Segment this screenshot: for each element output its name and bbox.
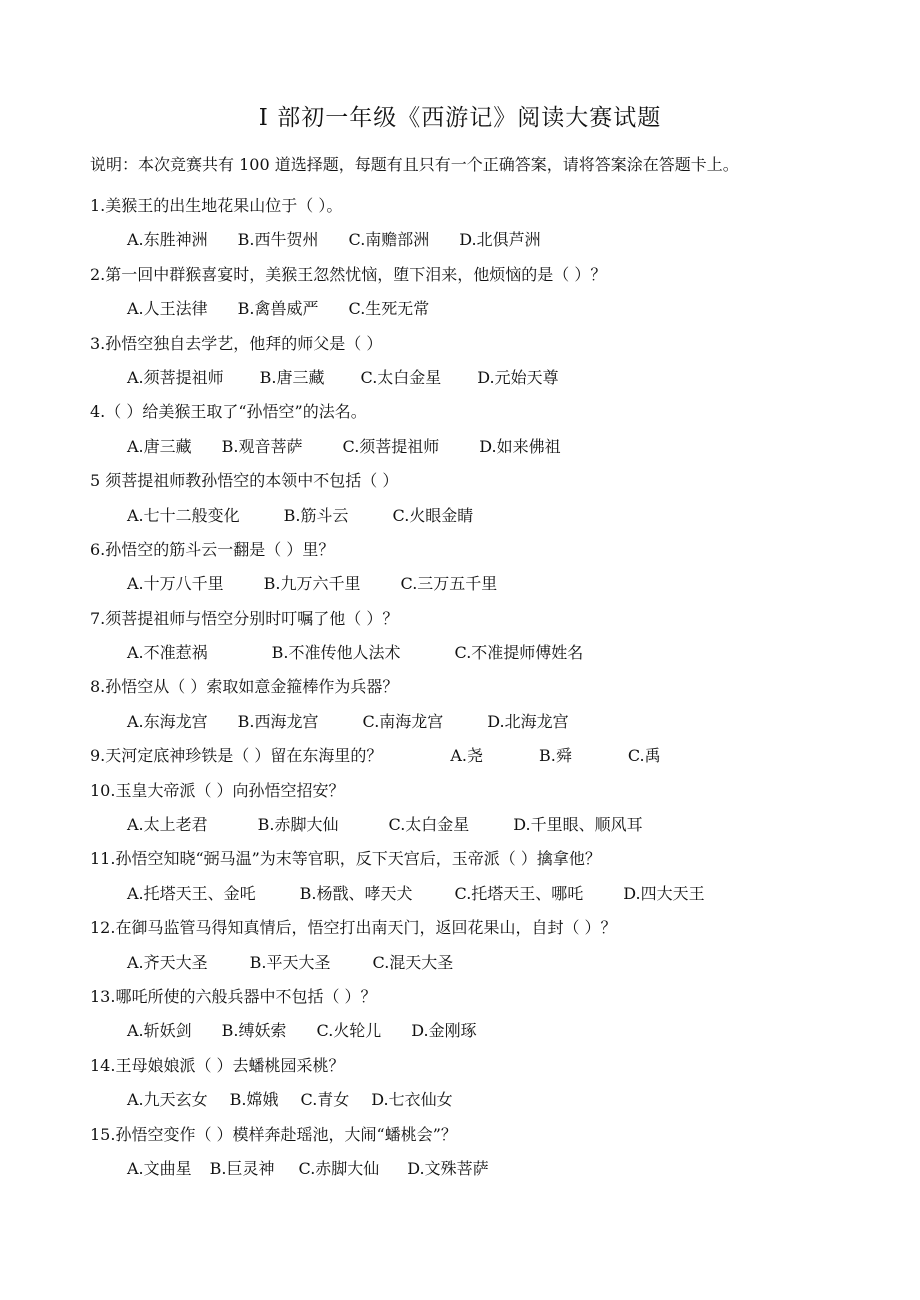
exam-instructions: 说明：本次竞赛共有 100 道选择题，每题有且只有一个正确答案，请将答案涂在答题卡上。 bbox=[90, 155, 739, 174]
option-c: C.南赡部洲 bbox=[348, 230, 430, 250]
option-a: A.托塔天王、金吒 bbox=[127, 883, 256, 903]
options-row bbox=[0, 811, 920, 845]
option-b: B.唐三藏 bbox=[259, 367, 325, 387]
question-stem: 1.美猴王的出生地花果山位于（ ）。 bbox=[90, 196, 343, 215]
question-15 bbox=[0, 1121, 920, 1155]
option-a: A.七十二般变化 bbox=[127, 505, 240, 525]
question-stem: 6.孙悟空的筋斗云一翻是（ ）里？ bbox=[90, 539, 335, 559]
option-b: B.筋斗云 bbox=[283, 505, 349, 525]
exam-title: I 部初一年级《西游记》阅读大赛试题 bbox=[258, 105, 662, 131]
option-b: B.九万六千里 bbox=[263, 574, 361, 594]
options-row bbox=[0, 708, 920, 742]
options-row bbox=[0, 570, 920, 604]
option-a: A.东胜神洲 bbox=[127, 230, 208, 250]
question-stem: 9.天河定底神珍铁是（ ）留在东海里的？ bbox=[90, 746, 383, 766]
option-d: D.北俱芦洲 bbox=[459, 230, 541, 250]
option-c: C.南海龙宫 bbox=[362, 711, 444, 731]
question-14 bbox=[0, 1052, 920, 1086]
options-row bbox=[0, 364, 920, 398]
question-13 bbox=[0, 983, 920, 1017]
option-a: A.九天玄女 bbox=[127, 1090, 208, 1110]
question-8 bbox=[0, 673, 920, 707]
question-stem: 13.哪吒所使的六般兵器中不包括（ ）？ bbox=[90, 986, 377, 1006]
option-c: C.青女 bbox=[300, 1090, 350, 1110]
option-b: B.西牛贺州 bbox=[237, 230, 319, 250]
option-d: D.金刚琢 bbox=[411, 1021, 477, 1041]
question-11 bbox=[0, 845, 920, 879]
option-b: B.观音菩萨 bbox=[221, 436, 303, 456]
question-9 bbox=[0, 742, 920, 776]
options-row bbox=[0, 295, 920, 329]
options-row bbox=[0, 502, 920, 536]
option-c: C.太白金星 bbox=[388, 815, 470, 835]
question-12 bbox=[0, 914, 920, 948]
option-c: C.三万五千里 bbox=[400, 574, 498, 594]
option-a: A.尧 bbox=[450, 746, 484, 766]
option-b: B.巨灵神 bbox=[209, 1158, 275, 1178]
question-stem: 4.（ ）给美猴王取了“孙悟空”的法名。 bbox=[90, 402, 367, 422]
option-c: C.须菩提祖师 bbox=[342, 436, 440, 456]
option-a: A.不准惹祸 bbox=[127, 643, 208, 663]
options-row bbox=[0, 639, 920, 673]
option-b: B.赤脚大仙 bbox=[257, 815, 339, 835]
question-stem: 11.孙悟空知晓“弼马温”为末等官职，反下天宫后，玉帝派（ ）擒拿他？ bbox=[90, 849, 601, 869]
options-row bbox=[0, 1017, 920, 1051]
option-d: D.文殊菩萨 bbox=[407, 1158, 489, 1178]
option-c: C.太白金星 bbox=[360, 367, 442, 387]
question-stem: 7.须菩提祖师与悟空分别时叮嘱了他（ ）？ bbox=[90, 608, 399, 628]
question-6 bbox=[0, 536, 920, 570]
question-stem: 5 须菩提祖师教孙悟空的本领中不包括（ ） bbox=[90, 471, 399, 491]
option-b: B.不准传他人法术 bbox=[271, 643, 401, 663]
option-b: B.西海龙宫 bbox=[237, 711, 319, 731]
option-a: A.太上老君 bbox=[127, 815, 208, 835]
question-5 bbox=[0, 467, 920, 501]
option-c: C.火眼金睛 bbox=[392, 505, 474, 525]
question-4 bbox=[0, 398, 920, 432]
question-2 bbox=[0, 261, 920, 295]
option-a: A.须菩提祖师 bbox=[127, 367, 224, 387]
option-b: B.杨戬、哮天犬 bbox=[299, 883, 413, 903]
option-b: B.舜 bbox=[539, 746, 572, 766]
options-row bbox=[0, 433, 920, 467]
question-list bbox=[0, 192, 920, 1189]
option-d: D.北海龙宫 bbox=[487, 711, 569, 731]
option-a: A.东海龙宫 bbox=[127, 711, 208, 731]
options-row bbox=[0, 949, 920, 983]
option-a: A.斩妖剑 bbox=[127, 1021, 192, 1041]
options-row bbox=[0, 226, 920, 260]
option-d: D.千里眼、顺风耳 bbox=[513, 815, 643, 835]
question-stem: 8.孙悟空从（ ）索取如意金箍棒作为兵器？ bbox=[90, 677, 399, 697]
question-1 bbox=[0, 192, 920, 226]
option-b: B.平天大圣 bbox=[249, 952, 331, 972]
option-b: B.缚妖索 bbox=[221, 1021, 287, 1041]
options-row bbox=[0, 880, 920, 914]
option-a: A.文曲星 bbox=[127, 1158, 192, 1178]
question-stem: 15.孙悟空变作（ ）模样奔赴瑶池，大闹“蟠桃会”？ bbox=[90, 1124, 457, 1144]
option-c: C.禹 bbox=[627, 746, 661, 766]
option-c: C.生死无常 bbox=[348, 299, 430, 319]
option-b: B.嫦娥 bbox=[229, 1090, 279, 1110]
options-row bbox=[0, 1086, 920, 1120]
option-b: B.禽兽威严 bbox=[237, 299, 319, 319]
question-3 bbox=[0, 330, 920, 364]
option-a: A.唐三藏 bbox=[127, 436, 192, 456]
option-d: D.七衣仙女 bbox=[371, 1090, 453, 1110]
question-stem: 3.孙悟空独自去学艺，他拜的师父是（ ） bbox=[90, 333, 383, 353]
option-c: C.赤脚大仙 bbox=[298, 1158, 380, 1178]
options-row bbox=[450, 742, 660, 770]
question-stem: 12.在御马监管马得知真情后，悟空打出南天门，返回花果山，自封（ ）？ bbox=[90, 918, 617, 938]
option-c: C.火轮儿 bbox=[316, 1021, 382, 1041]
options-row bbox=[0, 1155, 920, 1189]
option-c: C.不准提师傅姓名 bbox=[454, 643, 584, 663]
question-10 bbox=[0, 777, 920, 811]
option-c: C.托塔天王、哪吒 bbox=[454, 883, 584, 903]
question-7 bbox=[0, 605, 920, 639]
option-d: D.如来佛祖 bbox=[479, 436, 561, 456]
option-c: C.混天大圣 bbox=[372, 952, 454, 972]
question-stem: 14.王母娘娘派（ ）去蟠桃园采桃？ bbox=[90, 1055, 345, 1075]
option-d: D.元始天尊 bbox=[477, 367, 559, 387]
question-stem: 10.玉皇大帝派（ ）向孙悟空招安？ bbox=[90, 780, 345, 800]
question-stem: 2.第一回中群猴喜宴时，美猴王忽然忧恼，堕下泪来，他烦恼的是（ ）？ bbox=[90, 264, 607, 284]
option-a: A.人王法律 bbox=[127, 299, 208, 319]
option-a: A.齐天大圣 bbox=[127, 952, 208, 972]
option-a: A.十万八千里 bbox=[127, 574, 224, 594]
option-d: D.四大天王 bbox=[623, 883, 705, 903]
